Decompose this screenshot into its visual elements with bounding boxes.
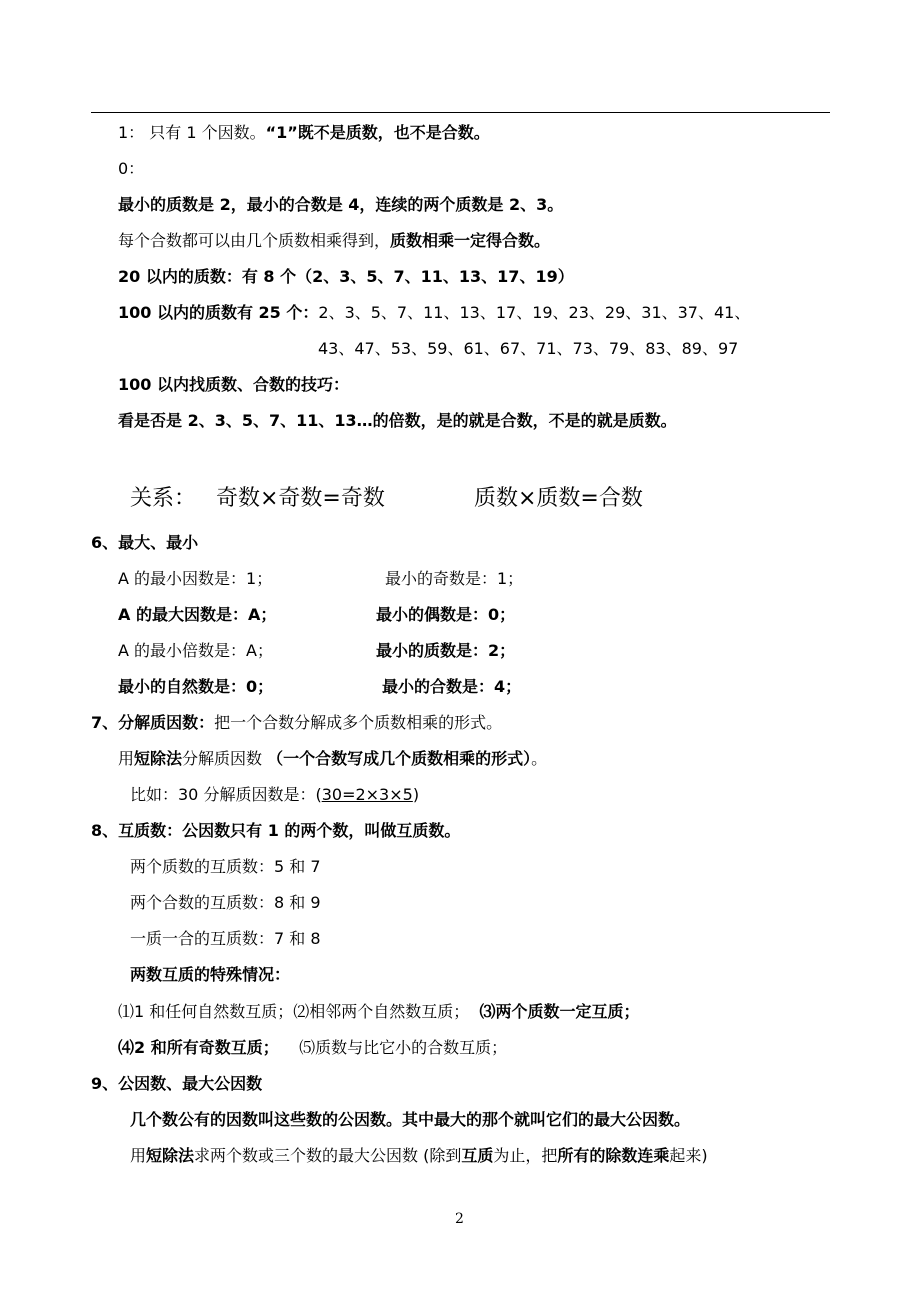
one-not-prime-text: “1”既不是质数，也不是合数。 bbox=[265, 123, 490, 142]
s9-m3: 求两个数或三个数的最大公因数 (除到 bbox=[194, 1146, 462, 1165]
s9-m2: 短除法 bbox=[146, 1146, 195, 1165]
line-primes-under-20: 20 以内的质数：有 8 个（2、3、5、7、11、13、17、19） bbox=[118, 267, 574, 286]
s8-example-1: 两个质数的互质数：5 和 7 bbox=[130, 857, 321, 876]
line-tips-heading: 100 以内找质数、合数的技巧： bbox=[118, 375, 349, 394]
s8-example-3: 一质一合的互质数：7 和 8 bbox=[130, 929, 321, 948]
s9-m1: 用 bbox=[130, 1146, 147, 1165]
s7-title-rest: 把一个合数分解成多个质数相乘的形式。 bbox=[214, 713, 503, 732]
page-number: 2 bbox=[455, 1211, 464, 1227]
s9-m4: 互质 bbox=[461, 1146, 494, 1165]
s7-title-bold: 7、分解质因数： bbox=[91, 713, 215, 732]
primes-100-label: 100 以内的质数有 25 个： bbox=[118, 303, 319, 322]
relation-label: 关系： bbox=[130, 486, 197, 511]
s6-row3-right: 最小的质数是：2； bbox=[376, 641, 516, 660]
section-8-title: 8、互质数：公因数只有 1 的两个数，叫做互质数。 bbox=[91, 821, 461, 840]
s8-c3: ⑶两个质数一定互质； bbox=[479, 1002, 640, 1021]
s6-row2-left: A 的最大因数是：A； bbox=[118, 605, 277, 624]
s8-c5: ⑸质数与比它小的合数互质； bbox=[299, 1038, 508, 1057]
section-7-title bbox=[91, 712, 502, 734]
primes-100-list: 2、3、5、7、11、13、17、19、23、29、31、37、41、 bbox=[318, 303, 751, 322]
section-6-title: 6、最大、最小 bbox=[91, 533, 199, 552]
s8-c1: ⑴1 和任何自然数互质；⑵相邻两个自然数互质； bbox=[118, 1002, 470, 1021]
s9-definition: 几个数公有的因数叫这些数的公因数。其中最大的那个就叫它们的最大公因数。 bbox=[130, 1110, 691, 1129]
s6-row1-right: 最小的奇数是：1； bbox=[385, 569, 524, 588]
composite-rule-a: 每个合数都可以由几个质数相乘得到， bbox=[118, 231, 391, 250]
s7-m4: （一个合数写成几个质数相乘的形式） bbox=[267, 749, 532, 768]
section-9-title: 9、公因数、最大公因数 bbox=[91, 1074, 263, 1093]
s9-m6: 所有的除数连乘 bbox=[557, 1146, 670, 1165]
s7-m3: 分解质因数 bbox=[182, 749, 268, 768]
s9-m5: 为止，把 bbox=[493, 1146, 558, 1165]
line-tips: 看是否是 2、3、5、7、11、13…的倍数，是的就是合数，不是的就是质数。 bbox=[118, 411, 677, 430]
s7-ex-c: ) bbox=[412, 785, 420, 804]
line-smallest-prime: 最小的质数是 2，最小的合数是 4，连续的两个质数是 2、3。 bbox=[118, 195, 564, 214]
line-zero: 0： bbox=[118, 159, 145, 178]
header-rule bbox=[91, 112, 830, 113]
s7-m5: 。 bbox=[531, 749, 548, 768]
s8-example-2: 两个合数的互质数：8 和 9 bbox=[130, 893, 321, 912]
relation-odd: 奇数×奇数=奇数 bbox=[216, 486, 385, 511]
s7-method bbox=[118, 748, 547, 770]
one-factor-text: 1： 只有 1 个因数。 bbox=[118, 123, 266, 142]
s8-special-heading: 两数互质的特殊情况： bbox=[130, 965, 291, 984]
s7-ex-b: 30=2×3×5 bbox=[321, 785, 413, 804]
s7-example bbox=[130, 784, 419, 806]
s9-method bbox=[130, 1145, 708, 1167]
s8-cases-2 bbox=[118, 1037, 507, 1059]
s6-row4-right: 最小的合数是：4； bbox=[382, 677, 522, 696]
s7-m2: 短除法 bbox=[134, 749, 183, 768]
line-one-note bbox=[118, 122, 490, 144]
s7-ex-a: 比如：30 分解质因数是：( bbox=[130, 785, 322, 804]
relation-prime: 质数×质数=合数 bbox=[474, 486, 643, 511]
s8-c4: ⑷2 和所有奇数互质； bbox=[118, 1038, 279, 1057]
line-primes-under-100-cont: 43、47、53、59、61、67、71、73、79、83、89、97 bbox=[318, 339, 739, 358]
composite-rule-b: 质数相乘一定得合数。 bbox=[390, 231, 551, 250]
line-primes-under-100 bbox=[118, 302, 750, 324]
s6-row4-left: 最小的自然数是：0； bbox=[118, 677, 274, 696]
s7-m1: 用 bbox=[118, 749, 135, 768]
s9-m7: 起来) bbox=[669, 1146, 708, 1165]
s6-row3-left: A 的最小倍数是：A； bbox=[118, 641, 273, 660]
s8-cases-1 bbox=[118, 1001, 639, 1023]
s6-row1-left: A 的最小因数是：1； bbox=[118, 569, 273, 588]
line-composite-rule bbox=[118, 230, 550, 252]
s6-row2-right: 最小的偶数是：0； bbox=[376, 605, 516, 624]
